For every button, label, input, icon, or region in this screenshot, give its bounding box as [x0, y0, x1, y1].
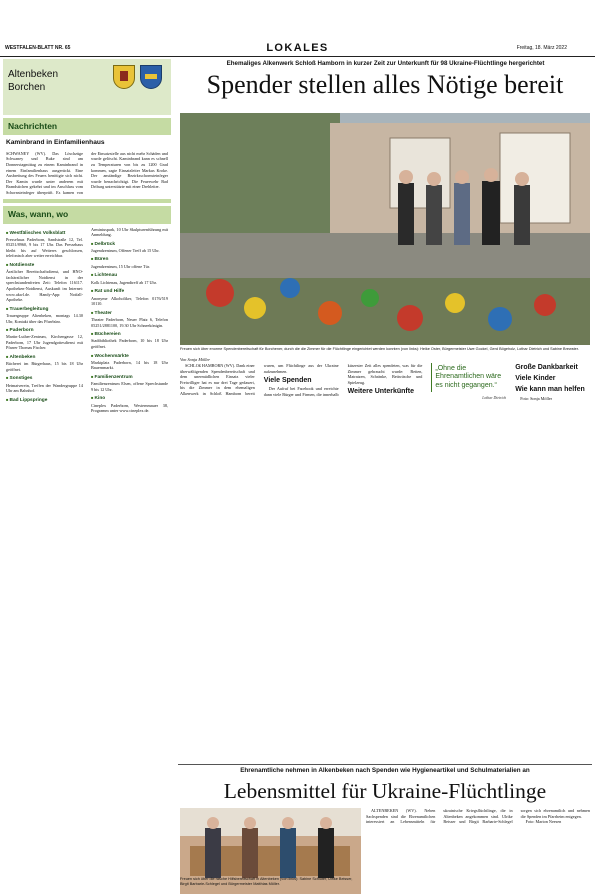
event-heading: ■ Notdienste — [6, 262, 83, 269]
article2-caption: Freuen sich über die rasche Hilfsbereitschaft in Altenbeken (von links): Sabine Schlüter, Ulrike Beisser, Birgit Barbarie-Schlegel und Bürgermeister Matthias Möller. — [180, 877, 353, 886]
article1-kicker: Ehemaliges Alkenwerk Schloß Hamborn in kurzer Zeit zur Unterkunft für 98 Ukraine-Flüchtlinge hergerichtet — [226, 60, 545, 67]
news-text: SCHWANEY (WV). Das Löschzüge Schwaney und Buke sind am Donnerstagmittag zu einem Kaminbrand in einem Einfamilienhaus ausgerückt. Eine Ausbreitung des Feuers benötigte sich nicht. Der Kamin wurde unter anderem mit Brandstichen gekehrt und im Anschluss vom Schornsteinfeger überprüft. Es kamen von der Einsatzstelle aus nicht mehr Schäden und wurde gelöscht. Kaminbrand kann es schnell zu Temperaturen von bis zu 1200 Grad kommen, sagte Einsatzleiter Markus Kroke. Der anständige Bezirksschornsteinfeger wurde benachrichtigt. Die Feuerwehr Bad Driburg unterstützte mit einer Drehleiter. — [6, 150, 168, 195]
event-heading: ■ Delbrück — [91, 241, 168, 248]
page-header — [0, 41, 595, 55]
news-headline: Kaminbrand in Einfamilienhaus — [6, 139, 105, 147]
event-text: Anonyme Alkoholiker, Telefon 0176/519 10110. — [91, 295, 168, 307]
article2-headline: Lebensmittel für Ukraine-Flüchtlinge — [223, 779, 547, 803]
article1-byline: Von Sonja Möller — [180, 357, 211, 362]
article1-subhead: Viele Kinder — [515, 375, 556, 383]
article2-photo-credit: Foto: Marion Neesen — [525, 819, 562, 825]
event-heading: ■ Trauerbegleitung — [6, 306, 83, 313]
event-heading: ■ Sonstiges — [6, 375, 83, 382]
event-text: Stadtbibliothek Paderborn, 10 bis 18 Uhr geöffnet. — [91, 338, 168, 349]
article2-paragraph: ALTENBEKEN (WV). Neben Sachspenden sind die Ehrenamtlichen interessiert an Lebensmitteln für ukrainische Kriegsflüchtlinge, die in Altenbeken angekommen sind. Ulrike Beisser und Birgit Barbarie-Schlegel sorgen sich ehrenamtlich und nehmen die Spenden im Pfarrheim entgegen. — [366, 808, 590, 825]
left-sidebar — [3, 59, 171, 891]
event-text: Arminiuspark, 10 Uhr Skulpturenführung mit Anmeldung. — [91, 226, 168, 238]
article1-paragraph: SCHLOß HAMBORN (WV). Dank einer überwältigenden Spendenbereitschaft und dem unermüdlichen Einsatz vieler Freiwilliger hat es nur drei Tage gedauert, bis die Zimmer in dem ehemaligen Alkenwerk in Schloß Hamborn bereit waren, um Flüchtlinge aus der Ukraine aufzunehmen. — [180, 363, 339, 396]
article1-photo — [180, 113, 590, 345]
location-list — [8, 69, 58, 94]
event-text: Jugendzentrum, Offener Treff ab 15 Uhr. — [91, 247, 160, 253]
article2-body — [366, 808, 590, 894]
location-box — [3, 59, 171, 115]
section-divider — [3, 199, 171, 203]
issue-date: Freitag, 18. März 2022 — [516, 45, 567, 51]
altenbeken-crest-icon — [113, 65, 135, 89]
nachrichten-section-label: Nachrichten — [3, 118, 171, 135]
event-text: Bücherei im Bürgerhaus, 15 bis 18 Uhr geöffnet. — [6, 361, 83, 372]
article1-body — [180, 363, 590, 763]
event-heading: ■ Rat und Hilfe — [91, 288, 168, 295]
event-heading: ■ Büren — [91, 256, 168, 263]
article-divider — [178, 764, 592, 765]
pull-quote-source: Lothar Dietrich — [482, 396, 507, 401]
event-heading: ■ Büchereien — [91, 331, 168, 338]
event-heading: ■ Bad Lippspringe — [6, 397, 83, 404]
article2-kicker: Ehrenamtliche nehmen in Alkenbeken nach Spenden wie Hygieneartikel und Schulmaterialien an — [240, 767, 530, 774]
was-wann-wo-section-label: Was, wann, wo — [3, 206, 171, 223]
article1-subhead: Viele Spenden — [263, 377, 312, 385]
event-heading: ■ Westfälisches Volksblatt — [6, 230, 83, 237]
location-borchen: Borchen — [8, 81, 46, 93]
borchen-crest-icon — [140, 65, 162, 89]
event-heading: ■ Wochenmärkte — [91, 353, 168, 360]
event-text: Heimatverein, Treffen der Wandergruppe 14 Uhr am Bahnhof. — [6, 382, 83, 394]
event-text: Theater Paderborn, Neuer Platz 6, Telefon 05251/2881100, 19.30 Uhr Schneekönigin. — [91, 316, 168, 328]
event-text: Familienzentrum Elsen, offene Sprechstunde 9 bis 12 Uhr. — [91, 381, 168, 392]
event-text: Marktplatz Paderborn, 14 bis 18 Uhr Bauernmarkt. — [91, 359, 168, 371]
section-title: LOKALES — [266, 42, 329, 54]
event-text: Trauergruppe Altenbeken, montags 14.30 Uhr, Kontakt über das Pfarrbüro. — [6, 312, 83, 324]
event-heading: ■ Paderborn — [6, 327, 83, 334]
event-text: Martin-Luther-Zentrum, Kirchengasse 12, Paderborn, 17 Uhr Jugendgottesdienst mit Pfarrer Thomas Fischer. — [6, 334, 83, 351]
pull-quote: „Ohne die Ehrenamtlichen wäre es nicht gegangen.“ — [431, 363, 506, 392]
newspaper-issue: WESTFALEN-BLATT NR. 65 — [5, 45, 71, 51]
event-text: Ärztlicher Bereitschaftsdienst, und HNO-fachärztlicher Notdienst in der sprechstundenfreien Zeit: Telefon 116117. Apotheken-Notdienst, Auskunft im Internet: www.akwl.de. Handy-App: Notfall-Apotheke. — [6, 269, 83, 303]
event-heading: ■ Altenbeken — [6, 354, 83, 361]
location-altenbeken: Altenbeken — [8, 69, 59, 80]
article1-subhead: Wie kann man helfen — [515, 386, 585, 394]
event-heading: ■ Theater — [91, 310, 168, 317]
event-listing — [3, 227, 171, 747]
event-text: Cineplex Paderborn, Westernmauer 38, Programm unter www.cineplex.de. — [91, 402, 168, 414]
event-heading: ■ Kino — [91, 395, 168, 402]
event-text: Kolk Lichtenau, Jugendtreff ab 17 Uhr. — [91, 279, 157, 285]
header-divider — [0, 56, 595, 57]
news-text-columns — [3, 151, 171, 195]
event-text: Jugendzentrum, 15 Uhr offene Tür. — [91, 263, 150, 269]
article1-paragraph: Der Aufruf bei Facebook und erreichte dann viele Bürger und Firmen, die innerhalb kürzester Zeit alles spendeten, was für die Zimmer gebraucht wurde: Betten, Matratzen, Schränke, Bettwäsche und Spielzeug. — [263, 363, 423, 397]
group-photo-image — [180, 113, 590, 345]
event-heading: ■ Familienzentrum — [91, 374, 168, 381]
article1-caption: Freuen sich über enorme Spendenbereitschaft für Borchener, durch die die Zimmer für die Flüchtlinge eingerichtet werden konnten (von links): Heike Oster, Bürgermeister Uwe Gockel, Gerd Bögeholz, Lothar Dietrich und Sabine Brewster. — [180, 347, 579, 351]
event-text: Pressehaus Paderborn, Sandstraße 12, Tel. 05251/8960, 9 bis 17 Uhr. Das Pressehaus bleibt bis auf Weiteres geschlossen, telefonisch aber weiter erreichbar. — [6, 236, 83, 259]
article1-subhead: Weitere Unterkünfte — [347, 388, 414, 396]
article1-photo-credit: Foto: Sonja Möller — [520, 395, 553, 401]
event-heading: ■ Lichtenau — [91, 272, 168, 279]
article1-subhead: Große Dankbarkeit — [515, 364, 578, 371]
article1-headline: Spender stellen alles Nötige bereit — [206, 70, 564, 99]
